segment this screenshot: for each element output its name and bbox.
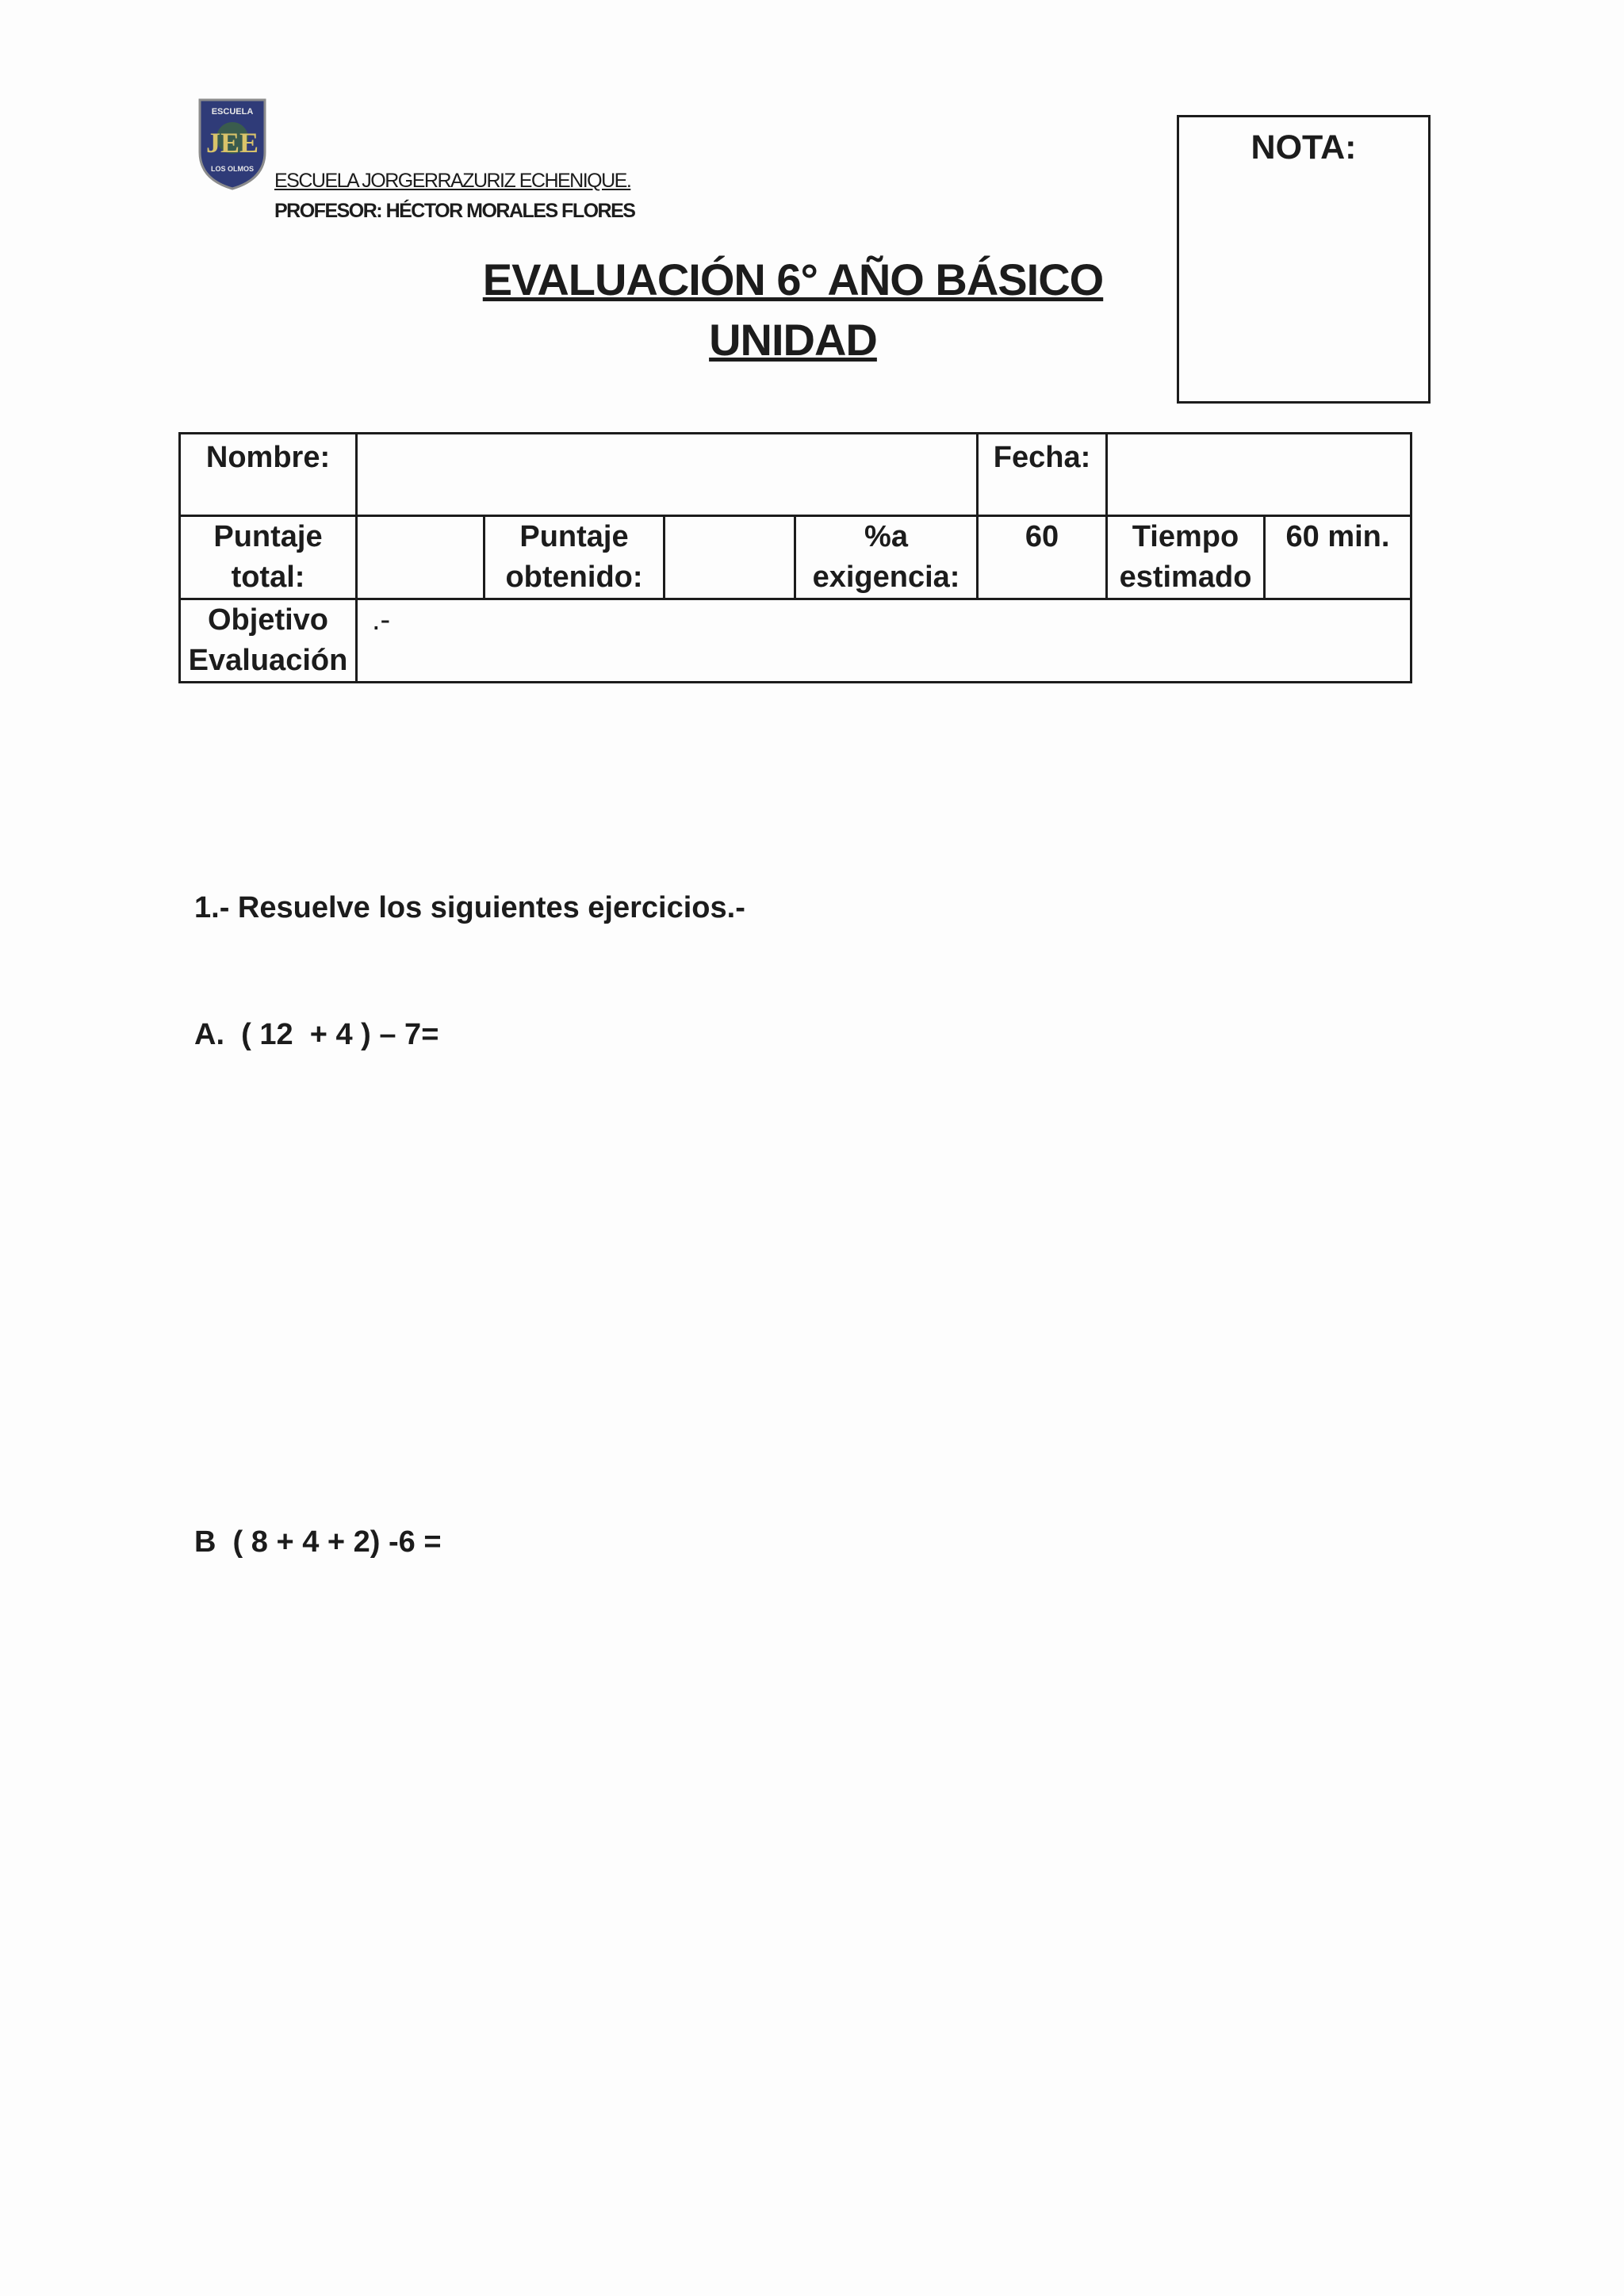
logo-text-top: ESCUELA	[211, 107, 254, 117]
evaluation-title: EVALUACIÓN 6° AÑO BÁSICO	[482, 254, 1104, 304]
student-info-table	[178, 432, 1412, 683]
grade-box	[1177, 115, 1431, 404]
exercise-a: A. ( 12 + 4 ) – 7=	[194, 1018, 439, 1051]
exercise-b: B ( 8 + 4 + 2) -6 =	[194, 1525, 442, 1559]
time-label: Tiempo estimado	[1107, 516, 1265, 599]
obtained-score-field[interactable]	[665, 516, 795, 599]
date-label: Fecha:	[978, 434, 1107, 516]
time-value: 60 min.	[1265, 516, 1411, 599]
logo-text-bottom: LOS OLMOS	[211, 165, 254, 173]
total-score-field[interactable]	[357, 516, 485, 599]
school-name: ESCUELA JORGERRAZURIZ ECHENIQUE.	[274, 170, 631, 192]
total-score-label: Puntaje total:	[180, 516, 357, 599]
requirement-label: %a exigencia:	[795, 516, 978, 599]
logo-text-mid: JEE	[205, 127, 259, 159]
date-field[interactable]	[1107, 434, 1411, 516]
name-label: Nombre:	[180, 434, 357, 516]
evaluation-subtitle: UNIDAD	[709, 315, 877, 365]
name-field[interactable]	[357, 434, 978, 516]
instruction-text: 1.- Resuelve los siguientes ejercicios.-	[194, 891, 745, 924]
requirement-value: 60	[978, 516, 1107, 599]
objective-label: Objetivo Evaluación	[180, 599, 357, 683]
obtained-score-label: Puntaje obtenido:	[485, 516, 665, 599]
grade-label: NOTA:	[1251, 128, 1357, 166]
school-crest-logo	[197, 97, 268, 190]
objective-value[interactable]: .-	[357, 599, 1411, 683]
teacher-name: PROFESOR: HÉCTOR MORALES FLORES	[274, 200, 635, 222]
